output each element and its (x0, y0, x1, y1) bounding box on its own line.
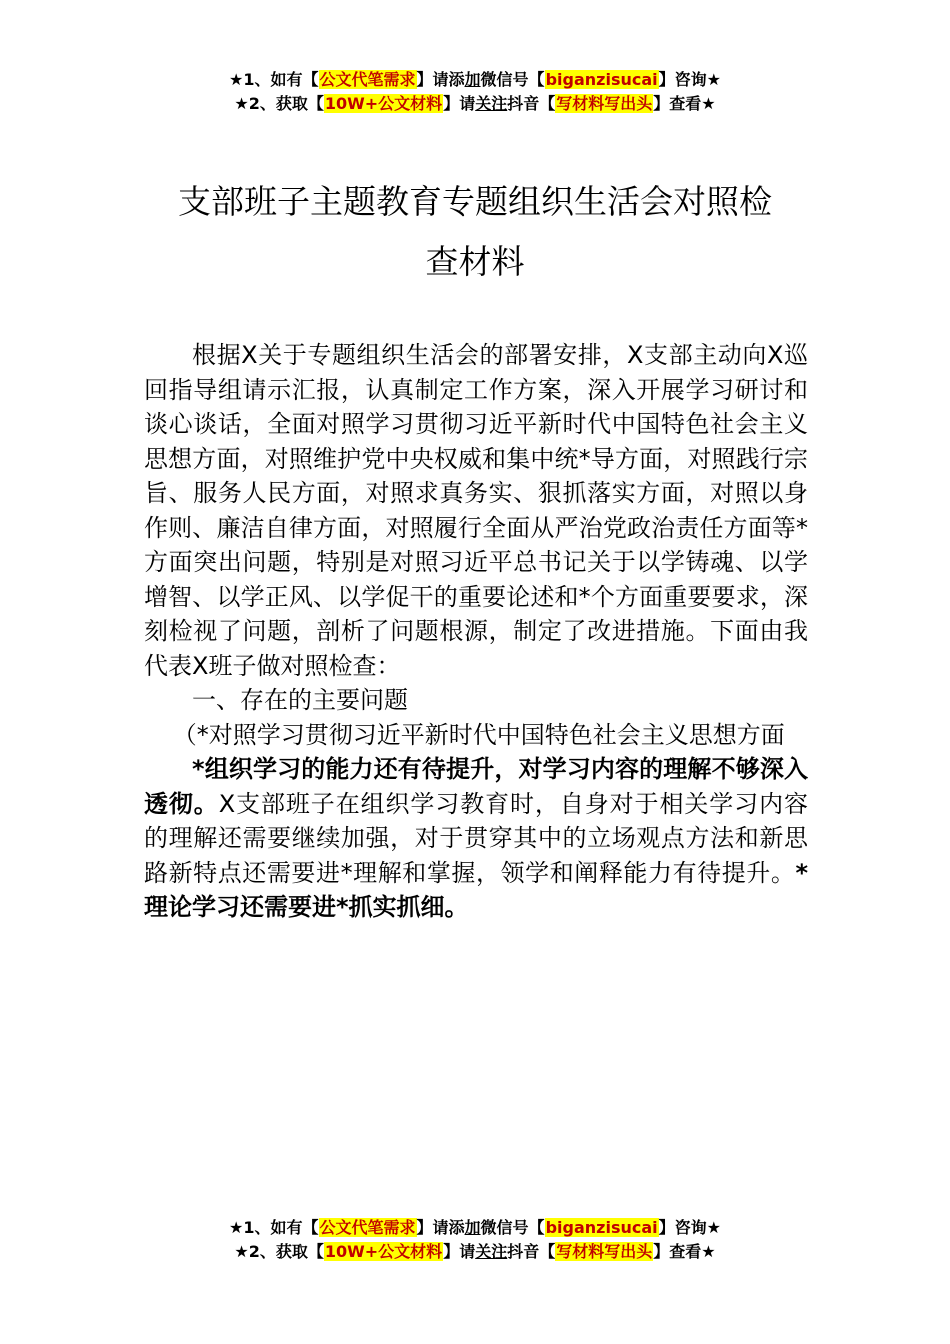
document-title (0, 172, 950, 292)
banner-text: 】查看★ (653, 94, 716, 113)
banner-highlight: 写材料写出头 (556, 1242, 653, 1261)
banner-text: ★2、获取【 (234, 1242, 324, 1261)
banner-text: 抖音【 (507, 94, 556, 113)
banner-text: 微信号【 (480, 70, 545, 89)
banner-line-1 (0, 1216, 950, 1240)
banner-line-2 (0, 92, 950, 116)
subsection-heading: （*对照学习贯彻习近平新时代中国特色社会主义思想方面 (172, 720, 785, 749)
banner-text: 】请添 (416, 70, 465, 89)
banner-text: 】查看★ (653, 1242, 716, 1261)
banner-highlight: 写材料写出头 (556, 94, 653, 113)
section-heading: 一、存在的主要问题 (192, 686, 408, 714)
banner-highlight: 10W+公文材料 (324, 1242, 443, 1261)
banner-text: ★1、如有【 (229, 1218, 319, 1237)
banner-text: 】请添 (416, 1218, 465, 1237)
banner-text: 微信号【 (480, 1218, 545, 1237)
title-line-2: 查材料 (425, 242, 525, 281)
banner-text: 】请 (443, 94, 476, 113)
banner-line-2 (0, 1240, 950, 1264)
banner-text: 抖音【 (507, 1242, 556, 1261)
banner-highlight: biganzisucai (545, 70, 658, 89)
paragraph-text: X支部班子在组织学习教育时，自身对于相关学习内容的理解还需要继续加强，对于贯穿其中的立场观点方法和新思路新特点还需要进*理解和掌握，领学和阐释能力有待提升。 (144, 789, 808, 887)
title-line-1: 支部班子主题教育专题组织生活会对照检 (178, 182, 772, 221)
banner-text: ★1、如有【 (229, 70, 319, 89)
banner-text: 加 (464, 1218, 481, 1237)
banner-highlight: 10W+公文材料 (324, 94, 443, 113)
document-body (144, 338, 808, 925)
banner-text: 】咨询★ (658, 1218, 721, 1237)
banner-text: 】请 (443, 1242, 476, 1261)
banner-text: ★2、获取【 (234, 94, 324, 113)
header-banner (0, 68, 950, 116)
intro-paragraph: 根据X关于专题组织生活会的部署安排，X支部主动向X巡回指导组请示汇报，认真制定工作方案，深入开展学习研讨和谈心谈话，全面对照学习贯彻习近平新时代中国特色社会主义思想方面，对照维护党中央权威和集中统*导方面，对照践行宗旨、服务人民方面，对照求真务实、狠抓落实方面，对照以身作则、廉洁自律方面，对照履行全面从严治党政治责任方面等*方面突出问题，特别是对照习近平总书记关于以学铸魂、以学增智、以学正风、以学促干的重要论述和*个方面重要要求，深刻检视了问题，剖析了问题根源，制定了改进措施。下面由我代表X班子做对照检查： (144, 341, 808, 680)
banner-highlight: 公文代笔需求 (319, 1218, 416, 1237)
banner-text: 】咨询★ (658, 70, 721, 89)
banner-text: 加 (464, 70, 481, 89)
banner-line-1 (0, 68, 950, 92)
banner-highlight: biganzisucai (545, 1218, 658, 1237)
banner-text: 关注 (475, 94, 508, 113)
footer-banner (0, 1216, 950, 1264)
banner-text: 关注 (475, 1242, 508, 1261)
banner-highlight: 公文代笔需求 (319, 70, 416, 89)
body-paragraph (144, 752, 808, 925)
bold-lead: *理论学习还需要进*抓实抓细。 (144, 858, 808, 921)
bold-lead: *组织学习的能力还有待提升，对学习内容的理解不够深入透彻。 (144, 755, 808, 818)
